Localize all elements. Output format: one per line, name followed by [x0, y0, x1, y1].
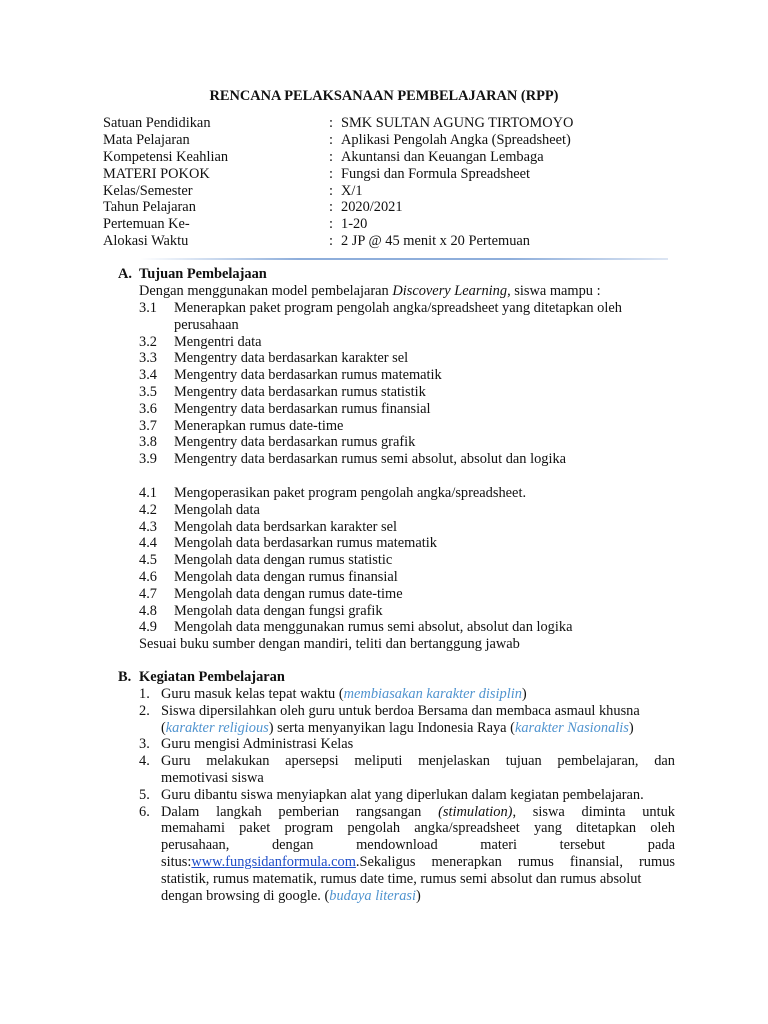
item-text: Guru mengisi Administrasi Kelas	[161, 736, 354, 753]
item-text: Mengentry data berdasarkan rumus semi absolut, absolut dan logika	[174, 451, 567, 468]
item-number: 3.5	[139, 383, 157, 400]
item-number: 3.3	[139, 350, 157, 367]
item-text-part: situs:	[161, 853, 192, 870]
item-text: Mengentry data berdasarkan rumus finansial	[174, 400, 431, 417]
list-item	[139, 619, 679, 636]
list-item	[139, 350, 679, 367]
list-item	[139, 434, 679, 451]
info-row	[103, 132, 573, 149]
word: pada	[647, 837, 675, 854]
item-text	[161, 804, 675, 905]
word: perusahaan,	[161, 837, 230, 854]
info-row	[103, 216, 573, 233]
item-text-line: Guru melakukan apersepsi meliputi menjelaskan tujuan pembelajaran, dan	[161, 753, 675, 770]
item-number: 3.6	[139, 400, 157, 417]
item-text-line: statistik, rumus matematik, rumus date time, rumus semi absolut dan rumus absolut	[161, 870, 642, 887]
item-text-italic: (stimulation)	[438, 803, 513, 820]
item-text-line: Menerapkan paket program pengolah angka/spreadsheet yang ditetapkan oleh	[174, 300, 622, 316]
item-number: 3.4	[139, 367, 157, 384]
item-number: 4.6	[139, 568, 157, 585]
list-item	[139, 451, 679, 468]
item-text: Mengolah data menggunakan rumus semi absolut, absolut dan logika	[174, 619, 573, 636]
section-a-intro	[139, 283, 601, 300]
item-text-part: Dalam langkah pemberian rangsangan	[161, 803, 439, 820]
character-note: budaya literasi	[329, 887, 417, 904]
word: mendownload	[356, 837, 438, 854]
section-title: Tujuan Pembelajaan	[139, 266, 267, 282]
info-value: SMK SULTAN AGUNG TIRTOMOYO	[341, 115, 574, 131]
info-row	[103, 149, 573, 166]
item-text: Mengentri data	[174, 333, 262, 350]
item-text: Mengentry data berdasarkan rumus matematik	[174, 367, 442, 384]
item-number: 4.	[139, 753, 150, 770]
section-title: Kegiatan Pembelajaran	[139, 669, 285, 685]
item-text: Mengentry data berdasarkan rumus statistik	[174, 383, 426, 400]
item-text-line: perusahaan	[174, 316, 239, 333]
list-item	[139, 552, 679, 569]
list-item	[139, 804, 675, 905]
info-row	[103, 183, 573, 200]
info-row	[103, 233, 573, 250]
item-number: 1.	[139, 686, 150, 702]
horizontal-rule	[140, 258, 668, 260]
item-number: 3.9	[139, 451, 157, 468]
list-item	[139, 703, 675, 737]
list-item	[139, 367, 679, 384]
info-label: Kelas/Semester	[103, 182, 193, 199]
list-item	[139, 384, 679, 401]
info-colon: :	[329, 165, 333, 182]
document-title: RENCANA PELAKSANAAN PEMBELAJARAN (RPP)	[209, 88, 559, 104]
item-number: 3.1	[139, 300, 157, 316]
item-number: 3.	[139, 736, 150, 753]
item-text: Mengolah data dengan rumus date-time	[174, 585, 403, 602]
info-label: Satuan Pendidikan	[103, 115, 211, 131]
item-text	[174, 300, 679, 334]
item-text-line: memahami paket program pengolah angka/spreadsheet yang ditetapkan oleh	[161, 820, 675, 837]
list-item	[139, 569, 679, 586]
info-value: 2 JP @ 45 menit x 20 Pertemuan	[341, 233, 530, 250]
item-number: 4.2	[139, 501, 157, 518]
info-colon: :	[329, 216, 333, 233]
item-text-line	[161, 804, 675, 821]
info-value: 2020/2021	[341, 199, 403, 216]
info-value: 1-20	[341, 216, 368, 233]
list-item	[139, 502, 679, 519]
list-item	[139, 401, 679, 418]
item-number: 4.1	[139, 485, 157, 501]
item-text: Mengoperasikan paket program pengolah angka/spreadsheet.	[174, 485, 527, 501]
info-label: Pertemuan Ke-	[103, 216, 190, 233]
info-colon: :	[329, 148, 333, 165]
item-number: 4.7	[139, 585, 157, 602]
objectives-list-3	[139, 300, 679, 468]
activities-list	[139, 686, 675, 904]
info-table	[103, 115, 573, 250]
item-text-part: ) serta menyanyikan lagu Indonesia Raya (	[268, 719, 515, 736]
item-text-part: dengan browsing di google. (	[161, 887, 330, 904]
info-colon: :	[329, 199, 333, 216]
info-value: Akuntansi dan Keuangan Lembaga	[341, 148, 544, 165]
list-item	[139, 334, 679, 351]
item-text: Menerapkan rumus date-time	[174, 417, 344, 434]
item-text: Mengentry data berdasarkan karakter sel	[174, 350, 409, 367]
item-text: Mengolah data	[174, 501, 260, 518]
item-text-part: , siswa diminta untuk	[512, 803, 675, 820]
info-label: Kompetensi Keahlian	[103, 148, 229, 165]
info-row	[103, 199, 573, 216]
objectives-list-4	[139, 485, 679, 653]
list-item	[139, 300, 679, 334]
character-note: karakter Nasionalis	[514, 719, 629, 736]
item-number: 4.8	[139, 602, 157, 619]
item-number: 4.3	[139, 518, 157, 535]
item-text-part: Guru masuk kelas tepat waktu (	[161, 686, 344, 702]
item-text: Mengolah data berdasarkan rumus matematik	[174, 535, 437, 552]
item-text-line	[161, 888, 675, 905]
info-value: Aplikasi Pengolah Angka (Spreadsheet)	[341, 131, 571, 148]
section-a-heading	[118, 266, 267, 283]
character-note: karakter religious	[165, 719, 269, 736]
item-text-line	[161, 837, 675, 854]
item-text: Mengolah data dengan rumus statistic	[174, 552, 393, 569]
list-item	[139, 686, 675, 703]
word: dengan	[271, 837, 314, 854]
item-text-part: (	[161, 719, 166, 736]
intro-text: , siswa mampu :	[507, 283, 601, 299]
item-number: 3.2	[139, 333, 157, 350]
list-item	[139, 519, 679, 536]
item-text	[161, 686, 675, 703]
word: tersebut	[559, 837, 606, 854]
item-text-part: .Sekaligus menerapkan rumus finansial, rumus	[355, 853, 675, 870]
list-item	[139, 736, 675, 753]
section-a-closing: Sesuai buku sumber dengan mandiri, teliti dan bertanggung jawab	[139, 636, 520, 653]
item-number: 3.8	[139, 434, 157, 451]
section-b-heading	[118, 669, 285, 686]
info-label: Alokasi Waktu	[103, 233, 189, 250]
item-text	[161, 753, 675, 787]
list-item	[139, 485, 679, 502]
info-label: Mata Pelajaran	[103, 131, 190, 148]
info-label: Tahun Pelajaran	[103, 199, 196, 216]
list-item	[139, 586, 679, 603]
item-text	[161, 703, 675, 737]
section-letter: A.	[118, 266, 132, 282]
info-row	[103, 166, 573, 183]
word: materi	[480, 837, 518, 854]
item-text: Mengolah data dengan fungsi grafik	[174, 602, 383, 619]
item-text: Mengentry data berdasarkan rumus grafik	[174, 434, 416, 451]
info-colon: :	[329, 115, 333, 131]
info-colon: :	[329, 182, 333, 199]
info-colon: :	[329, 233, 333, 250]
item-number: 4.4	[139, 535, 157, 552]
item-text-part: Siswa dipersilahkan oleh guru untuk berdoa Bersama dan membaca asmaul khusna	[161, 702, 640, 719]
info-colon: :	[329, 131, 333, 148]
list-item	[139, 418, 679, 435]
list-item	[139, 535, 679, 552]
intro-text: Dengan menggunakan model pembelajaran	[139, 283, 393, 299]
item-text: Mengolah data berdsarkan karakter sel	[174, 518, 397, 535]
item-text-part: )	[416, 887, 421, 904]
list-item	[139, 787, 675, 804]
item-number: 4.9	[139, 619, 157, 636]
item-text-line	[161, 854, 675, 871]
website-link[interactable]: www.fungsidanformula.com	[191, 853, 356, 870]
item-number: 6.	[139, 803, 150, 820]
character-note: membiasakan karakter disiplin	[343, 686, 522, 702]
info-row	[103, 115, 573, 132]
info-label: MATERI POKOK	[103, 165, 210, 182]
item-number: 2.	[139, 702, 150, 719]
item-text-line: memotivasi siswa	[161, 769, 264, 786]
list-item	[139, 603, 679, 620]
item-text-part: )	[521, 686, 527, 702]
item-text: Mengolah data dengan rumus finansial	[174, 568, 398, 585]
list-item	[139, 753, 675, 787]
intro-italic: Discovery Learning	[392, 283, 508, 299]
item-text: Guru dibantu siswa menyiapkan alat yang diperlukan dalam kegiatan pembelajaran.	[161, 786, 644, 803]
item-number: 4.5	[139, 552, 157, 569]
item-number: 5.	[139, 786, 150, 803]
section-letter: B.	[118, 669, 132, 685]
item-text-part: )	[628, 719, 634, 736]
info-value: Fungsi dan Formula Spreadsheet	[341, 165, 531, 182]
item-number: 3.7	[139, 417, 157, 434]
info-value: X/1	[341, 182, 363, 199]
